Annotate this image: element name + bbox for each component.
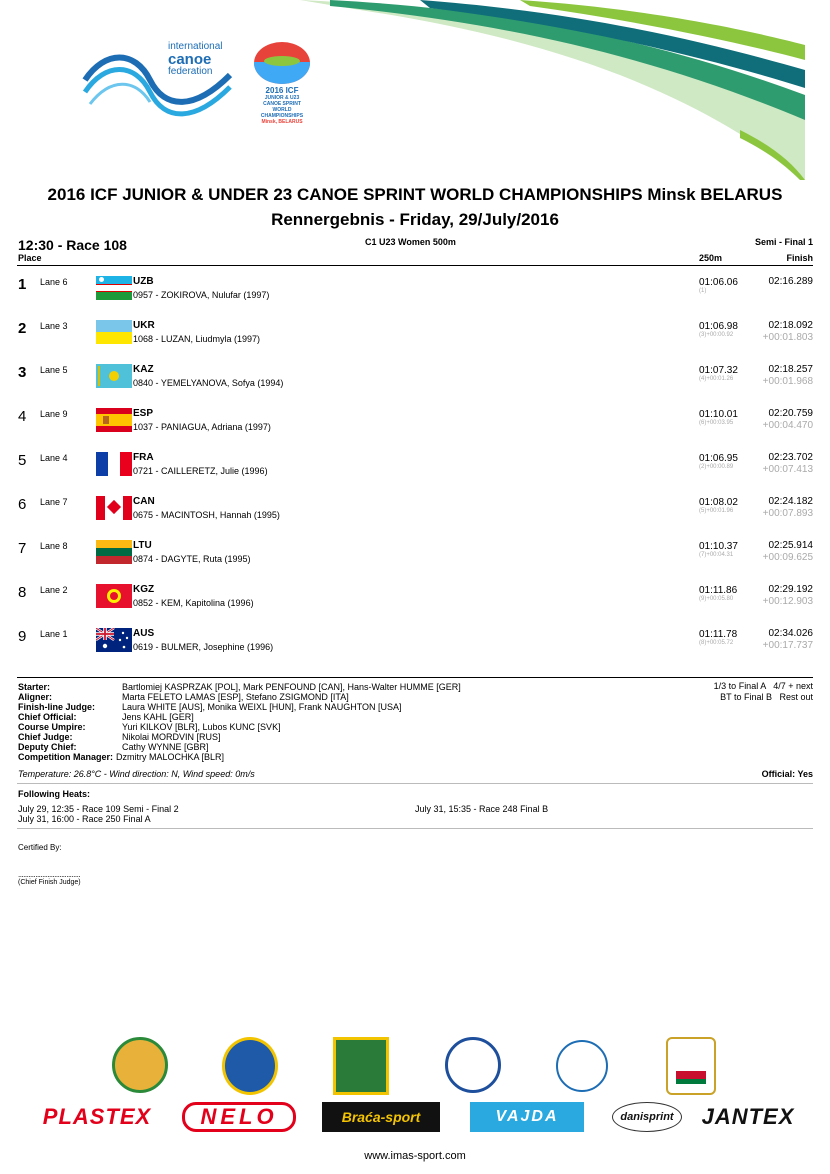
result-row xyxy=(0,584,830,628)
athlete-name: 1068 - LUZAN, Liudmyla (1997) xyxy=(133,334,261,344)
country-code: KGZ xyxy=(133,584,155,595)
place-number: 5 xyxy=(18,452,27,469)
official-line xyxy=(18,722,461,732)
finish-time: 02:29.192 xyxy=(768,584,813,595)
flag-ltu-icon xyxy=(96,540,132,564)
official-names: Cathy WYNNE [GBR] xyxy=(122,742,209,752)
race-time-number: 12:30 - Race 108 xyxy=(18,237,127,253)
finish-time: 02:20.759 xyxy=(768,408,813,419)
column-header-250m: 250m xyxy=(699,253,723,263)
country-code: LTU xyxy=(133,540,152,551)
champ-logo-line-4: WORLD CHAMPIONSHIPS xyxy=(260,107,304,119)
split-rank-diff: (9)+00:05.80 xyxy=(699,596,734,602)
finish-diff: +00:01.968 xyxy=(762,376,813,387)
country-code: FRA xyxy=(133,452,154,463)
official-names: Dzmitry MALOCHKA [BLR] xyxy=(116,752,225,762)
finish-time: 02:24.182 xyxy=(768,496,813,507)
country-code: CAN xyxy=(133,496,155,507)
result-row xyxy=(0,540,830,584)
following-heats-label: Following Heats: xyxy=(18,789,90,799)
country-code: AUS xyxy=(133,628,155,639)
champ-logo-line-2: JUNIOR & U23 xyxy=(264,95,300,101)
finish-diff: +00:09.625 xyxy=(762,552,813,563)
flag-kaz-icon xyxy=(96,364,132,388)
flag-aus-icon xyxy=(96,628,132,652)
official-names: Bartlomiej KASPRZAK [POL], Mark PENFOUND [CAN], Hans-Walter HUMME [GER] xyxy=(122,682,461,692)
place-number: 1 xyxy=(18,276,27,293)
official-line xyxy=(18,702,461,712)
result-row xyxy=(0,452,830,496)
split-rank-diff: (5)+00:01.96 xyxy=(699,508,734,514)
lane-label: Lane 8 xyxy=(40,541,68,551)
athlete-name: 0619 - BULMER, Josephine (1996) xyxy=(133,642,274,652)
official-names: Marta FELETO LAMAS [ESP], Stefano ZSIGMOND [ITA] xyxy=(122,692,349,702)
split-250m: 01:08.02 xyxy=(699,497,738,508)
place-number: 4 xyxy=(18,408,27,425)
finish-diff: +00:17.737 xyxy=(762,640,813,651)
finish-time: 02:18.257 xyxy=(768,364,813,375)
flag-esp-icon xyxy=(96,408,132,432)
athlete-name: 0675 - MACINTOSH, Hannah (1995) xyxy=(133,510,280,520)
official-line xyxy=(18,752,461,762)
result-row xyxy=(0,276,830,320)
event-name: C1 U23 Women 500m xyxy=(365,237,456,247)
athlete-name: 0957 - ZOKIROVA, Nulufar (1997) xyxy=(133,290,270,300)
sponsor-vajda-logo: VAJDA xyxy=(470,1102,584,1132)
official-line xyxy=(18,712,461,722)
lane-label: Lane 3 xyxy=(40,321,68,331)
split-250m: 01:11.78 xyxy=(699,629,738,640)
flag-uzb-icon xyxy=(96,276,132,300)
sponsor-emblem-2-icon xyxy=(222,1037,278,1095)
place-number: 8 xyxy=(18,584,27,601)
athlete-name: 0721 - CAILLERETZ, Julie (1996) xyxy=(133,466,268,476)
split-rank-diff: (4)+00:01.26 xyxy=(699,376,734,382)
official-line xyxy=(18,692,461,702)
result-row xyxy=(0,320,830,364)
sponsor-emblem-4-icon xyxy=(445,1037,501,1093)
finish-time: 02:18.092 xyxy=(768,320,813,331)
athlete-name: 0874 - DAGYTE, Ruta (1995) xyxy=(133,554,251,564)
split-rank-diff: (1) xyxy=(699,288,707,294)
championship-logo xyxy=(252,42,312,128)
document-title: 2016 ICF JUNIOR & UNDER 23 CANOE SPRINT WORLD CHAMPIONSHIPS Minsk BELARUS xyxy=(47,185,783,204)
official-role: Starter: xyxy=(18,682,51,692)
sponsor-jantex-logo: JANTEX xyxy=(701,1104,795,1129)
official-names: Yuri KILKOV [BLR], Lubos KUNC [SVK] xyxy=(122,722,281,732)
official-role: Course Umpire: xyxy=(18,722,86,732)
qualification-line-2: BT to Final B Rest out xyxy=(720,692,813,702)
sponsor-plastex-logo: PLASTEX xyxy=(42,1104,152,1129)
finish-diff: +00:07.893 xyxy=(762,508,813,519)
following-heat: July 29, 12:35 - Race 109 Semi - Final 2 xyxy=(18,804,179,814)
lane-label: Lane 5 xyxy=(40,365,68,375)
split-rank-diff: (7)+00:04.31 xyxy=(699,552,734,558)
sponsor-braca-sport-logo: Braća-sport xyxy=(322,1102,440,1132)
result-row xyxy=(0,364,830,408)
place-number: 9 xyxy=(18,628,27,645)
place-number: 3 xyxy=(18,364,27,381)
official-line xyxy=(18,732,461,742)
official-role: Chief Official: xyxy=(18,712,77,722)
flag-kgz-icon xyxy=(96,584,132,608)
champ-logo-line-5: Minsk, BELARUS xyxy=(261,119,303,125)
lane-label: Lane 1 xyxy=(40,629,68,639)
column-header-finish: Finish xyxy=(786,253,813,263)
split-rank-diff: (2)+00:00.89 xyxy=(699,464,734,470)
split-250m: 01:07.32 xyxy=(699,365,738,376)
finish-diff: +00:04.470 xyxy=(762,420,813,431)
official-role: Deputy Chief: xyxy=(18,742,77,752)
result-row xyxy=(0,408,830,452)
header-divider xyxy=(17,265,813,266)
result-row xyxy=(0,628,830,672)
finish-time: 02:25.914 xyxy=(768,540,813,551)
sponsor-emblem-6-icon xyxy=(666,1037,716,1095)
finish-time: 02:23.702 xyxy=(768,452,813,463)
official-role: Chief Judge: xyxy=(18,732,73,742)
finish-time: 02:16.289 xyxy=(768,276,813,287)
footer-url: www.imas-sport.com xyxy=(364,1150,466,1162)
official-role: Aligner: xyxy=(18,692,53,702)
sponsor-emblem-3-icon xyxy=(333,1037,389,1095)
icf-logo-line-3: federation xyxy=(168,66,213,77)
document-subtitle: Rennergebnis - Friday, 29/July/2016 xyxy=(271,210,559,229)
lane-label: Lane 2 xyxy=(40,585,68,595)
sponsor-danisprint-logo: danisprint xyxy=(612,1102,682,1132)
certified-by-label: Certified By: xyxy=(18,843,62,852)
official-role: Competition Manager: xyxy=(18,752,114,762)
country-code: ESP xyxy=(133,408,154,419)
qualification-line-1: 1/3 to Final A 4/7 + next xyxy=(713,681,813,691)
heats-divider xyxy=(17,828,813,829)
finish-diff: +00:12.903 xyxy=(762,596,813,607)
lane-label: Lane 4 xyxy=(40,453,68,463)
icf-logo-line-1: international xyxy=(168,41,223,52)
official-line xyxy=(18,682,461,692)
icf-logo xyxy=(80,40,240,125)
official-role: Finish-line Judge: xyxy=(18,702,96,712)
split-250m: 01:10.01 xyxy=(699,409,738,420)
split-250m: 01:06.06 xyxy=(699,277,738,288)
champ-logo-line-3: CANOE SPRINT xyxy=(263,101,301,107)
icf-logo-line-2: canoe xyxy=(168,51,212,68)
flag-can-icon xyxy=(96,496,132,520)
official-names: Nikolai MORDVIN [RUS] xyxy=(122,732,221,742)
country-code: KAZ xyxy=(133,364,154,375)
place-number: 2 xyxy=(18,320,27,337)
split-250m: 01:06.98 xyxy=(699,321,738,332)
lane-label: Lane 9 xyxy=(40,409,68,419)
split-rank-diff: (8)+00:05.72 xyxy=(699,640,734,646)
column-header-place: Place xyxy=(18,253,42,263)
weather-divider xyxy=(17,783,813,784)
following-heat: July 31, 16:00 - Race 250 Final A xyxy=(18,814,151,824)
officials-list xyxy=(18,682,461,762)
lane-label: Lane 6 xyxy=(40,277,68,287)
split-250m: 01:06.95 xyxy=(699,453,738,464)
finish-diff: +00:07.413 xyxy=(762,464,813,475)
results-divider xyxy=(17,677,813,678)
champ-logo-line-1: 2016 ICF xyxy=(265,86,299,95)
weather-info: Temperature: 26.8°C - Wind direction: N, Wind speed: 0m/s xyxy=(18,769,255,779)
qualification-rules xyxy=(714,681,813,703)
place-number: 7 xyxy=(18,540,27,557)
split-250m: 01:11.86 xyxy=(699,585,738,596)
country-code: UZB xyxy=(133,276,154,287)
official-names: Jens KAHL [GER] xyxy=(122,712,194,722)
official-names: Laura WHITE [AUS], Monika WEIXL [HUN], Frank NAUGHTON [USA] xyxy=(122,702,402,712)
official-status: Official: Yes xyxy=(761,769,813,779)
following-heat: July 31, 15:35 - Race 248 Final B xyxy=(415,804,549,814)
result-row xyxy=(0,496,830,540)
flag-ukr-icon xyxy=(96,320,132,344)
flag-fra-icon xyxy=(96,452,132,476)
split-rank-diff: (6)+00:03.95 xyxy=(699,420,734,426)
sponsor-emblem-1-icon xyxy=(112,1037,168,1093)
athlete-name: 0840 - YEMELYANOVA, Sofya (1994) xyxy=(133,378,284,388)
race-phase: Semi - Final 1 xyxy=(754,237,813,247)
finish-diff: +00:01.803 xyxy=(762,332,813,343)
split-250m: 01:10.37 xyxy=(699,541,738,552)
sponsor-emblem-5-icon xyxy=(556,1040,608,1092)
place-number: 6 xyxy=(18,496,27,513)
athlete-name: 0852 - KEM, Kapitolina (1996) xyxy=(133,598,254,608)
signature-line: .................................... xyxy=(18,870,81,879)
sponsor-nelo-logo: NELO xyxy=(182,1102,296,1132)
official-line xyxy=(18,742,461,752)
signature-role: (Chief Finish Judge) xyxy=(18,879,81,886)
lane-label: Lane 7 xyxy=(40,497,68,507)
country-code: UKR xyxy=(133,320,155,331)
finish-time: 02:34.026 xyxy=(768,628,813,639)
athlete-name: 1037 - PANIAGUA, Adriana (1997) xyxy=(133,422,271,432)
split-rank-diff: (3)+00:00.92 xyxy=(699,332,734,338)
